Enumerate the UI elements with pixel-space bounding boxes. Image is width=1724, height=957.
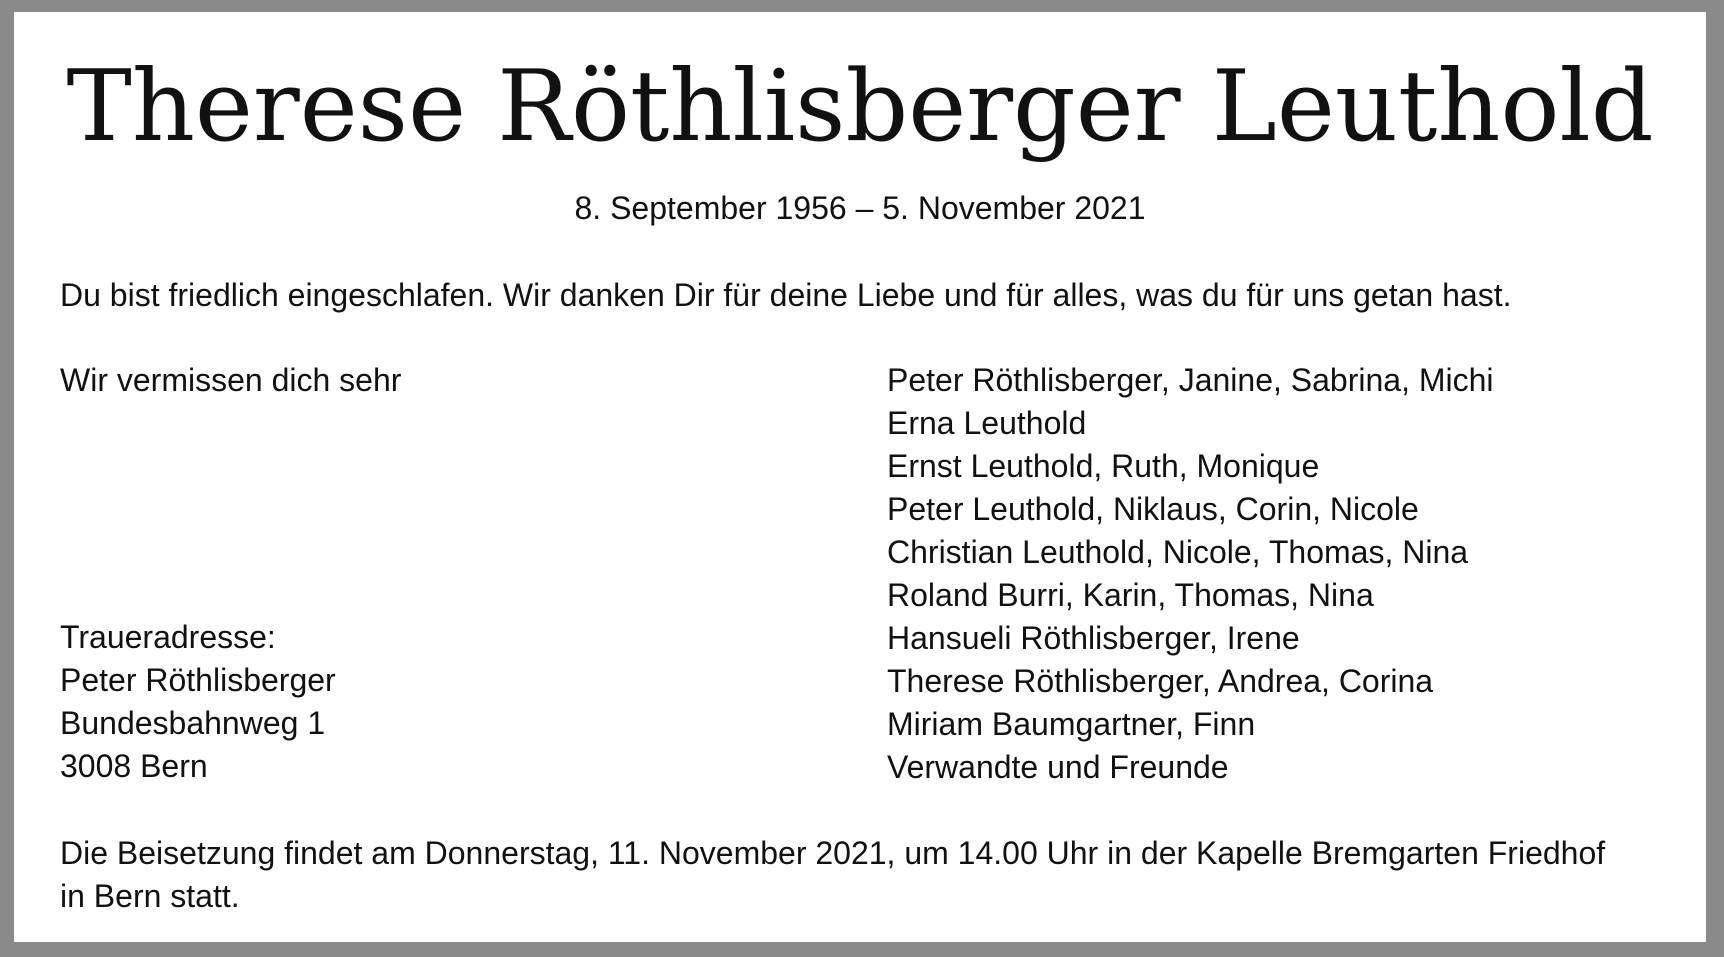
intro-text: Du bist friedlich eingeschlafen. Wir danken Dir für deine Liebe und für alles, was du für uns getan hast. xyxy=(60,277,1512,313)
mourners-list xyxy=(887,359,1494,789)
address-city: 3008 Bern xyxy=(60,748,208,784)
mourner-line: Peter Röthlisberger, Janine, Sabrina, Michi xyxy=(887,362,1494,398)
mourner-line: Christian Leuthold, Nicole, Thomas, Nina xyxy=(887,534,1469,570)
deceased-name: Therese Röthlisberger Leuthold xyxy=(66,50,1654,164)
obituary-notice xyxy=(14,12,1706,942)
mourner-line: Hansueli Röthlisberger, Irene xyxy=(887,620,1300,656)
mourner-line: Roland Burri, Karin, Thomas, Nina xyxy=(887,577,1374,613)
mourner-line: Verwandte und Freunde xyxy=(887,749,1229,785)
mourner-line: Miriam Baumgartner, Finn xyxy=(887,706,1256,742)
missing-text: Wir vermissen dich sehr xyxy=(60,362,402,398)
address-street: Bundesbahnweg 1 xyxy=(60,705,326,741)
address-name: Peter Röthlisberger xyxy=(60,662,336,698)
mourning-address xyxy=(60,616,336,788)
mourner-line: Erna Leuthold xyxy=(887,405,1087,441)
funeral-line: in Bern statt. xyxy=(60,878,240,914)
mourner-line: Peter Leuthold, Niklaus, Corin, Nicole xyxy=(887,491,1419,527)
life-dates: 8. September 1956 – 5. November 2021 xyxy=(574,190,1146,226)
address-label: Traueradresse: xyxy=(60,619,276,655)
funeral-line: Die Beisetzung findet am Donnerstag, 11. November 2021, um 14.00 Uhr in der Kapelle Bremgarten Friedhof xyxy=(60,835,1606,871)
funeral-info xyxy=(60,832,1660,918)
mourner-line: Ernst Leuthold, Ruth, Monique xyxy=(887,448,1320,484)
mourner-line: Therese Röthlisberger, Andrea, Corina xyxy=(887,663,1434,699)
